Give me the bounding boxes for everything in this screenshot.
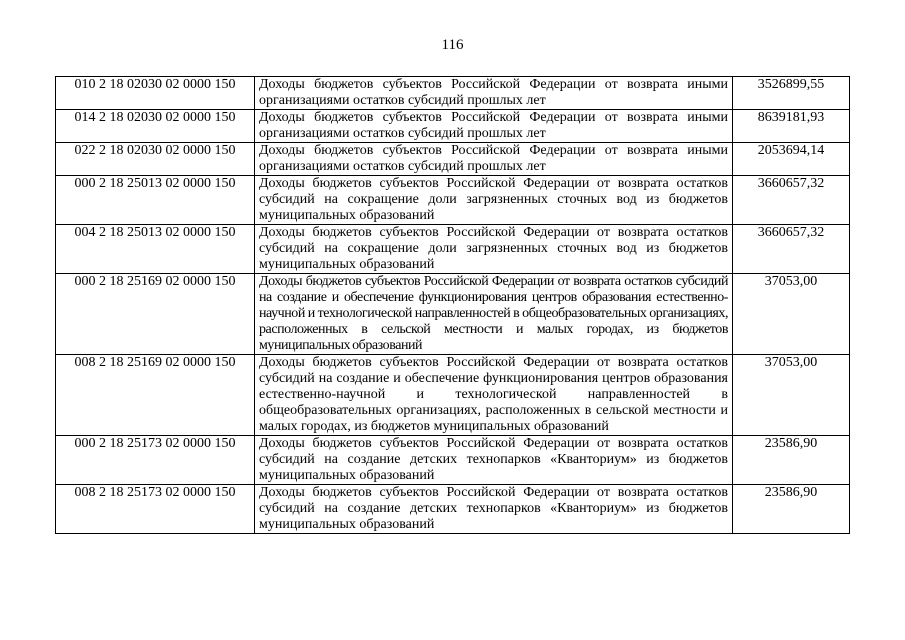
table-row [56,110,850,143]
amount: 8639181,93 [733,110,850,143]
amount: 3660657,32 [733,176,850,225]
revenue-description: Доходы бюджетов субъектов Российской Федерации от возврата остатков субсидий на сокращение доли загрязненных сточных вод из бюджетов муниципальных образований [255,225,733,274]
budget-code: 008 2 18 25169 02 0000 150 [56,355,255,436]
table-row [56,176,850,225]
page-number: 116 [441,37,464,53]
budget-code: 010 2 18 02030 02 0000 150 [56,77,255,110]
amount: 3660657,32 [733,225,850,274]
budget-code: 014 2 18 02030 02 0000 150 [56,110,255,143]
revenue-description: Доходы бюджетов субъектов Российской Федерации от возврата иными организациями остатков субсидий прошлых лет [255,143,733,176]
revenue-description: Доходы бюджетов субъектов Российской Федерации от возврата иными организациями остатков субсидий прошлых лет [255,77,733,110]
amount: 23586,90 [733,485,850,534]
budget-code: 000 2 18 25013 02 0000 150 [56,176,255,225]
table-row [56,274,850,355]
amount: 37053,00 [733,274,850,355]
table-row [56,436,850,485]
revenue-description: Доходы бюджетов субъектов Российской Федерации от возврата остатков субсидий на создание и обеспечение функционирования центров образования естественно-научной и технологической направленностей в общеобразовательных организациях, расположенных в сельской местности и малых городах, из бюджетов муниципальных образований [255,274,733,355]
amount: 37053,00 [733,355,850,436]
revenue-description: Доходы бюджетов субъектов Российской Федерации от возврата остатков субсидий на создание детских технопарков «Кванториум» из бюджетов муниципальных образований [255,485,733,534]
amount: 23586,90 [733,436,850,485]
table-row [56,143,850,176]
table-row [56,77,850,110]
amount: 3526899,55 [733,77,850,110]
table-row [56,225,850,274]
revenue-table [55,76,850,534]
amount: 2053694,14 [733,143,850,176]
budget-code: 022 2 18 02030 02 0000 150 [56,143,255,176]
revenue-description: Доходы бюджетов субъектов Российской Федерации от возврата остатков субсидий на сокращение доли загрязненных сточных вод из бюджетов муниципальных образований [255,176,733,225]
budget-code: 000 2 18 25169 02 0000 150 [56,274,255,355]
revenue-description: Доходы бюджетов субъектов Российской Федерации от возврата остатков субсидий на создание детских технопарков «Кванториум» из бюджетов муниципальных образований [255,436,733,485]
budget-code: 000 2 18 25173 02 0000 150 [56,436,255,485]
table-row [56,355,850,436]
revenue-description: Доходы бюджетов субъектов Российской Федерации от возврата остатков субсидий на создание и обеспечение функционирования центров образования естественно-научной и технологической направленностей в общеобразовательных организациях, расположенных в сельской местности и малых городах, из бюджетов муниципальных образований [255,355,733,436]
budget-code: 008 2 18 25173 02 0000 150 [56,485,255,534]
budget-code: 004 2 18 25013 02 0000 150 [56,225,255,274]
revenue-description: Доходы бюджетов субъектов Российской Федерации от возврата иными организациями остатков субсидий прошлых лет [255,110,733,143]
table-row [56,485,850,534]
